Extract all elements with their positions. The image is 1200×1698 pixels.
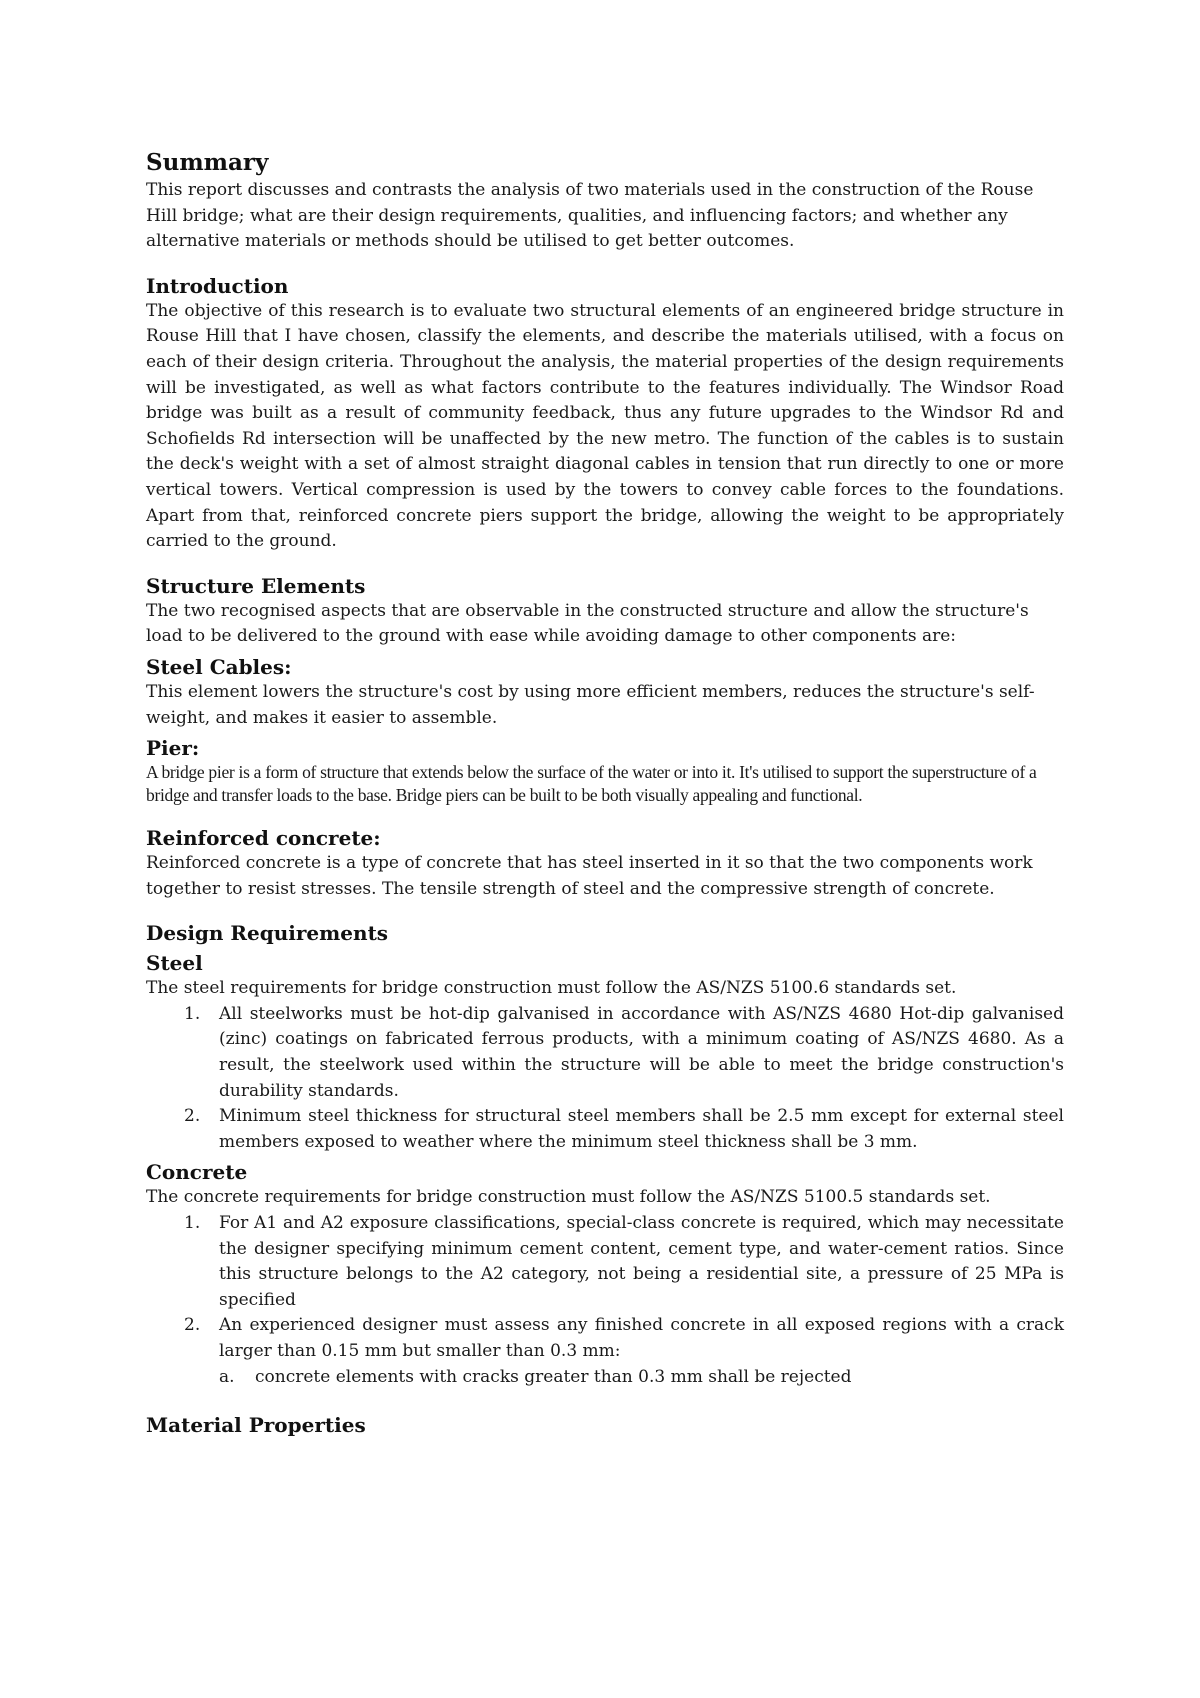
concrete-heading: Concrete bbox=[146, 1160, 248, 1185]
list-marker: 1. bbox=[184, 1213, 201, 1234]
structure-elements-heading: Structure Elements bbox=[146, 573, 366, 598]
list-item-text: All steelworks must be hot-dip galvanised in accordance with AS/NZS 4680 Hot-dip galvanised (zinc) coatings on fabricated ferrous products, with a minimum coating of AS/NZS 4680. As a result, the steelwork used within the structure will be able to meet the bridge construction's durability standards. bbox=[219, 1003, 1064, 1101]
steel-heading: Steel bbox=[146, 951, 203, 976]
reinforced-concrete-heading: Reinforced concrete: bbox=[146, 826, 381, 851]
structure-elements-text: The two recognised aspects that are observable in the constructed structure and allow the structure's load to be delivered to the ground with ease while avoiding damage to other components are: bbox=[146, 600, 1029, 647]
pier-text: A bridge pier is a form of structure that extends below the surface of the water or into it. It's utilised to support the superstructure of a bridge and transfer loads to the base. Bridge piers can be built to be both visually appealing and functional. bbox=[146, 762, 1037, 806]
steel-cables-heading: Steel Cables: bbox=[146, 654, 292, 679]
sub-list-marker: a. bbox=[219, 1366, 235, 1387]
list-item bbox=[146, 1313, 1064, 1390]
sub-list-item-text: concrete elements with cracks greater than 0.3 mm shall be rejected bbox=[255, 1366, 852, 1387]
steel-intro: The steel requirements for bridge construction must follow the AS/NZS 5100.6 standards set. bbox=[146, 978, 957, 999]
list-item-text: Minimum steel thickness for structural steel members shall be 2.5 mm except for external steel members exposed to weather where the minimum steel thickness shall be 3 mm. bbox=[219, 1106, 1064, 1152]
pier-heading: Pier: bbox=[146, 736, 200, 761]
design-requirements-heading: Design Requirements bbox=[146, 921, 389, 946]
list-item bbox=[146, 1002, 1064, 1104]
summary-text: This report discusses and contrasts the analysis of two materials used in the construction of the Rouse Hill bridge; what are their design requirements, qualities, and influencing factors; and whether any alternative materials or methods should be utilised to get better outcomes. bbox=[146, 180, 1034, 252]
introduction-text: The objective of this research is to evaluate two structural elements of an engineered bridge structure in Rouse Hill that I have chosen, classify the elements, and describe the materials utilised, with a focus on each of their design criteria. Throughout the analysis, the material properties of the design requirements will be investigated, as well as what factors contribute to the features individually. The Windsor Road bridge was built as a result of community feedback, thus any future upgrades to the Windsor Rd and Schofields Rd intersection will be unaffected by the new metro. The function of the cables is to sustain the deck's weight with a set of almost straight diagonal cables in tension that run directly to one or more vertical towers. Vertical compression is used by the towers to convey cable forces to the foundations. Apart from that, reinforced concrete piers support the bridge, allowing the weight to be appropriately carried to the ground. bbox=[146, 300, 1064, 552]
steel-requirements-list bbox=[146, 1002, 1064, 1156]
list-item-text: For A1 and A2 exposure classifications, special-class concrete is required, which may necessitate the designer specifying minimum cement content, cement type, and water-cement ratios. Since this structure belongs to the A2 category, not being a residential site, a pressure of 25 MPa is specified bbox=[219, 1213, 1064, 1310]
material-properties-heading: Material Properties bbox=[146, 1413, 366, 1438]
sub-list-item bbox=[219, 1365, 1064, 1391]
introduction-heading: Introduction bbox=[146, 273, 289, 298]
reinforced-concrete-text: Reinforced concrete is a type of concrete that has steel inserted in it so that the two components work together to resist stresses. The tensile strength of steel and the compressive strength of concrete. bbox=[146, 853, 1033, 899]
concrete-intro: The concrete requirements for bridge construction must follow the AS/NZS 5100.5 standards set. bbox=[146, 1187, 991, 1208]
list-marker: 1. bbox=[184, 1003, 201, 1024]
list-marker: 2. bbox=[184, 1315, 201, 1336]
list-item bbox=[146, 1104, 1064, 1155]
list-item bbox=[146, 1211, 1064, 1313]
list-item-text: An experienced designer must assess any finished concrete in all exposed regions with a crack larger than 0.15 mm but smaller than 0.3 mm: bbox=[219, 1315, 1064, 1361]
concrete-requirements-list bbox=[146, 1211, 1064, 1390]
steel-cables-text: This element lowers the structure's cost by using more efficient members, reduces the structure's self-weight, and makes it easier to assemble. bbox=[146, 681, 1035, 728]
document-page bbox=[146, 148, 1064, 1438]
concrete-sub-list bbox=[219, 1365, 1064, 1391]
list-marker: 2. bbox=[184, 1106, 201, 1127]
summary-heading: Summary bbox=[146, 149, 269, 176]
